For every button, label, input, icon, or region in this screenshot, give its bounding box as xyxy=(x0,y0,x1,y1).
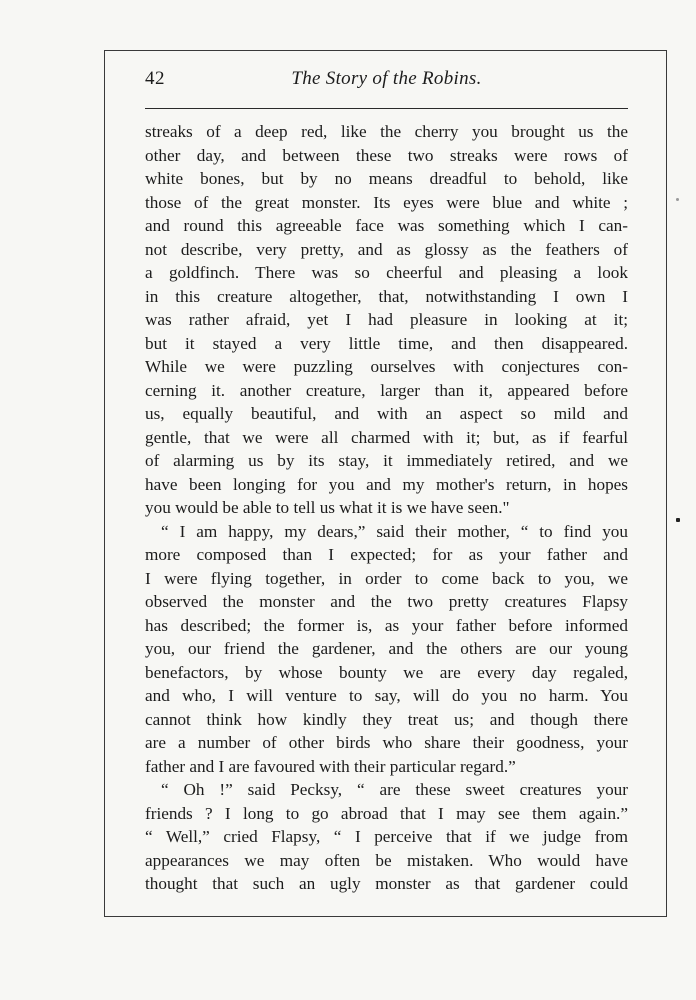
header-rule xyxy=(145,108,628,109)
text-line: While we were puzzling ourselves with conjectures con- xyxy=(145,357,628,376)
text-line: you would be able to tell us what it is we have seen." xyxy=(145,498,510,517)
page-number: 42 xyxy=(145,68,165,89)
margin-mark xyxy=(676,518,680,522)
text-line: “ Well,” cried Flapsy, “ I perceive that if we judge from xyxy=(145,827,628,846)
running-title: The Story of the Robins. xyxy=(291,68,482,89)
text-line: has described; the former is, as your father before informed xyxy=(145,615,628,635)
text-line: “ Oh !” said Pecksy, “ are these sweet creatures your xyxy=(161,780,628,799)
text-line: are a number of other birds who share their goodness, your xyxy=(145,733,628,752)
text-line: I were flying together, in order to come back to you, we xyxy=(145,568,628,588)
text-line: thought that such an ugly monster as that gardener could xyxy=(145,874,628,893)
text-line: benefactors, by whose bounty we are every day regaled, xyxy=(145,662,628,682)
text-line: cannot think how kindly they treat us; and though there xyxy=(145,709,628,729)
text-line: but it stayed a very little time, and then disappeared. xyxy=(145,333,628,353)
text-line: you, our friend the gardener, and the others are our young xyxy=(145,639,628,658)
text-line: more composed than I expected; for as your father and xyxy=(145,545,628,564)
text-line: and who, I will venture to say, will do you no harm. You xyxy=(145,686,628,705)
text-line: cerning it. another creature, larger than it, appeared before xyxy=(145,380,628,400)
text-line: of alarming us by its stay, it immediately retired, and we xyxy=(145,451,628,470)
text-line: a goldfinch. There was so cheerful and pleasing a look xyxy=(145,263,628,282)
text-line: those of the great monster. Its eyes were blue and white ; xyxy=(145,192,628,212)
text-line: gentle, that we were all charmed with it; but, as if fearful xyxy=(145,427,628,447)
text-line: streaks of a deep red, like the cherry you brought us the xyxy=(145,122,628,141)
text-line: observed the monster and the two pretty creatures Flapsy xyxy=(145,592,628,611)
text-line: other day, and between these two streaks were rows of xyxy=(145,145,628,165)
text-line: “ I am happy, my dears,” said their mother, “ to find you xyxy=(161,521,628,541)
text-line: not describe, very pretty, and as glossy as the feathers of xyxy=(145,239,628,259)
text-line: us, equally beautiful, and with an aspect so mild and xyxy=(145,404,628,423)
text-line: have been longing for you and my mother's return, in hopes xyxy=(145,474,628,494)
text-line: father and I are favoured with their particular regard.” xyxy=(145,756,516,776)
page-header xyxy=(145,68,628,102)
text-line: friends ? I long to go abroad that I may see them again.” xyxy=(145,803,628,823)
text-line: white bones, but by no means dreadful to behold, like xyxy=(145,169,628,188)
text-line: in this creature altogether, that, notwithstanding I own I xyxy=(145,286,628,306)
page-speck xyxy=(676,198,679,201)
text-line: was rather afraid, yet I had pleasure in looking at it; xyxy=(145,310,628,329)
body-text xyxy=(145,120,628,896)
text-line: and round this agreeable face was something which I can- xyxy=(145,216,628,235)
text-line: appearances we may often be mistaken. Who would have xyxy=(145,850,628,870)
